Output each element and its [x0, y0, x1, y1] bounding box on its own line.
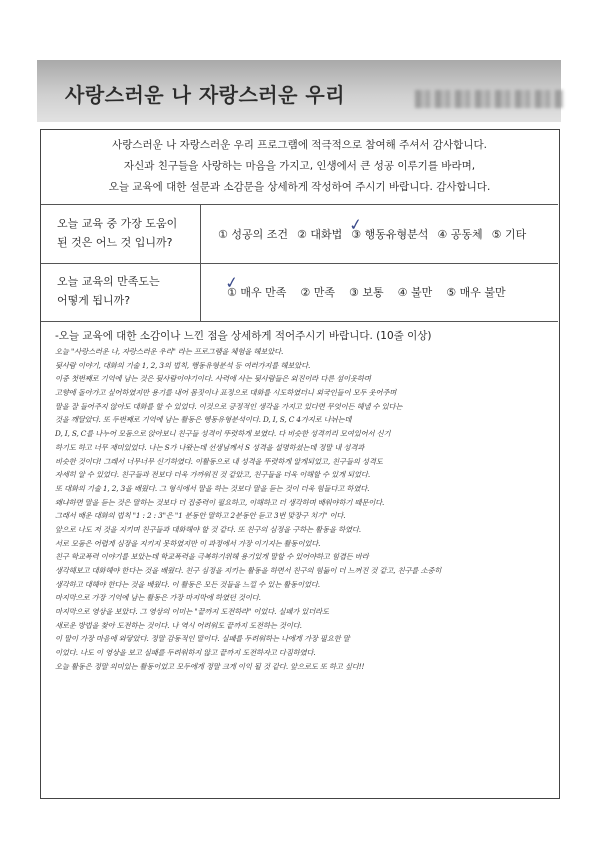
check-mark-icon: ✓ — [223, 272, 240, 293]
essay-line: 또 대화의 기술 1, 2, 3을 배웠다. 그 형식에서 말을 하는 것보다 말을 듣는 것이 더욱 힘들다고 하였다. — [55, 483, 370, 493]
essay-line: 친구 학교폭력 이야기를 보았는데 학교폭력을 극복하기위해 용기있게 말할 수 있어야하고 힘겹든 바라 — [55, 552, 369, 562]
essay-line: 하기도 하고 너무 재미있었다. 나는 S가 나왔는데 선생님께서 S 성격을 설명하셨는데 정말 내 성격과 — [55, 442, 365, 452]
intro-line: 사랑스러운 나 자랑스러운 우리 프로그램에 적극적으로 참여해 주셔서 감사합니다. — [112, 139, 487, 151]
question-label-line: 오늘 교육의 만족도는 — [57, 275, 160, 288]
essay-line: 것을 깨달았다. 또 두번째로 기억에 남는 활동은 행동유형분석이다. D, I, S, C 4가지로 나뉘는데 — [55, 415, 352, 425]
intro-line: 오늘 교육에 대한 설문과 소감문을 상세하게 작성하여 주시기 바랍니다. 감사합니다. — [108, 181, 491, 193]
option-dissatisfied[interactable]: ④ 불만 — [397, 286, 433, 299]
intro-message — [41, 130, 558, 205]
option-behavior-analysis[interactable] — [347, 214, 429, 242]
question-label-line: 오늘 교육 중 가장 도움이 — [57, 217, 178, 230]
option-success-conditions[interactable]: ① 성공의 조건 — [218, 228, 288, 241]
option-neutral[interactable]: ③ 보통 — [348, 286, 384, 299]
question-label-line: 된 것은 어느 것 입니까? — [57, 236, 173, 249]
essay-line: 오늘 "사랑스러운 나, 자랑스러운 우리" 라는 프로그램을 체험을 해보았다. — [55, 347, 284, 356]
essay-line: 뒷사람 이야기, 대화의 기술 1, 2, 3의 법칙, 행동유형분석 등 여러가지를 해보았다. — [55, 360, 311, 370]
intro-line: 자신과 친구들을 사랑하는 마음을 가지고, 인생에서 큰 성공 이루기를 바라며, — [123, 160, 476, 172]
answer-options — [201, 263, 558, 321]
option-conversation[interactable]: ② 대화법 — [296, 228, 343, 241]
essay-line: 마지막으로 영상을 보았다. 그 영상의 이미는 "끝까지 도전하라" 이었다. 실패가 있더라도 — [55, 607, 329, 617]
option-other[interactable]: ⑤ 기타 — [491, 228, 527, 241]
page-title: 사랑스러운 나 자랑스러운 우리 — [65, 83, 346, 107]
essay-line: 이었다. 나도 이 영상을 보고 실패를 두려워하지 않고 끝까지 도전하자고 다짐하였다. — [55, 648, 316, 658]
answer-options — [201, 205, 558, 263]
header-banner — [37, 60, 561, 122]
essay-line: 자세히 알 수 있었다. 친구들과 전보다 더욱 가까워진 것 같았고, 친구들을 더욱 이해할 수 있게 되었다. — [55, 470, 370, 480]
essay-line: 생각하고 대해야 한다는 것을 배웠다. 이 활동은 모든 것들을 느낄 수 있는 활동이었다. — [55, 579, 320, 589]
question-label-line: 어떻게 됩니까? — [57, 294, 131, 307]
question-satisfaction — [41, 263, 558, 322]
essay-line: D, I, S, C를 나누어 모둠으로 앉아보니 친구들 성격이 뚜렷하게 보였다. 다 비슷한 성격끼리 모여있어서 신기 — [55, 429, 391, 439]
essay-line: 왜냐하면 말을 듣는 것은 말하는 것보다 더 집중력이 필요하고, 이해하고 더 생각하며 배워야하기 때문이다. — [55, 497, 385, 507]
essay-line: 비슷한 것이다! 그래서 너무너무 신기하였다. 이활동으로 내 성격을 뚜렷하게 알게되었고, 친구들의 성격도 — [55, 456, 383, 466]
question-label — [41, 263, 201, 321]
essay-line: 이중 첫번째로 기억에 남는 것은 뒷사람이야기이다. 사력에 사는 뒷사람들은 외진이라 다른 섬이웃하며 — [55, 374, 371, 384]
essay-line: 생각해보고 대화해야 한다는 것을 배웠다. 친구 심정을 지키는 활동을 하면서 친구의 힘듦이 더 느껴진 것 같고, 친구를 소중히 — [55, 566, 442, 575]
option-very-satisfied[interactable] — [223, 272, 287, 300]
option-text: ③ 행동유형분석 — [351, 228, 429, 241]
essay-line: 새로운 방법을 찾아 도전하는 것이다. 나 역시 어려워도 끝까지 도전하는 것이다. — [55, 620, 302, 630]
option-very-dissatisfied[interactable]: ⑤ 매우 불만 — [446, 286, 506, 299]
survey-form — [40, 129, 560, 799]
essay-line: 마지막으로 가장 기억에 남는 활동은 가장 마지막에 하였던 것이다. — [55, 593, 261, 603]
essay-response[interactable] — [55, 345, 547, 674]
essay-prompt: -오늘 교육에 대한 소감이나 느낀 점을 상세하게 적어주시기 바랍니다. (10줄 이상) — [55, 330, 432, 342]
essay-line: 말을 잘 들어주지 않아도 대화를 할 수 있었다. 이것으로 긍정적인 생각을 가지고 있다면 무엇이든 해낼 수 있다는 — [55, 401, 403, 411]
essay-line: 서로 모둠은 어렵게 심장을 지키지 못하였지만 이 과정에서 가장 이기지는 활동이었다. — [55, 538, 321, 548]
check-mark-icon: ✓ — [347, 214, 364, 235]
essay-line: 앞으로 나도 저 것을 지키며 친구들과 대화해야 할 것 같다. 또 친구의 심정을 구하는 활동을 하였다. — [55, 524, 361, 534]
question-most-helpful — [41, 205, 558, 264]
option-community[interactable]: ④ 공동체 — [437, 228, 483, 241]
question-label — [41, 205, 201, 263]
essay-line: 이 말이 가장 마음에 와닿았다. 정말 감동적인 말이다. 실패를 두려워하는 나에게 가장 필요한 말 — [55, 634, 350, 644]
essay-line: 고향에 돌아가고 싶어하였지만 용기를 내어 몸짓이나 표정으로 대화를 시도하였더니 외국인들이 모두 웃어주며 — [55, 388, 397, 398]
essay-line: 오늘 활동은 정말 의미있는 활동이었고 모두에게 정말 크게 이익 될 것 같다. 앞으로도 또 하고 싶다!! — [55, 661, 365, 671]
essay-line: 그래서 배운 대화의 법칙 "1 : 2 : 3"은 "1 분동안 말하고 2분동안 듣고 3번 맞장구 치기" 이다. — [55, 511, 346, 521]
redacted-name-field — [415, 90, 563, 108]
option-text: ① 매우 만족 — [227, 286, 287, 299]
option-satisfied[interactable]: ② 만족 — [300, 286, 335, 299]
